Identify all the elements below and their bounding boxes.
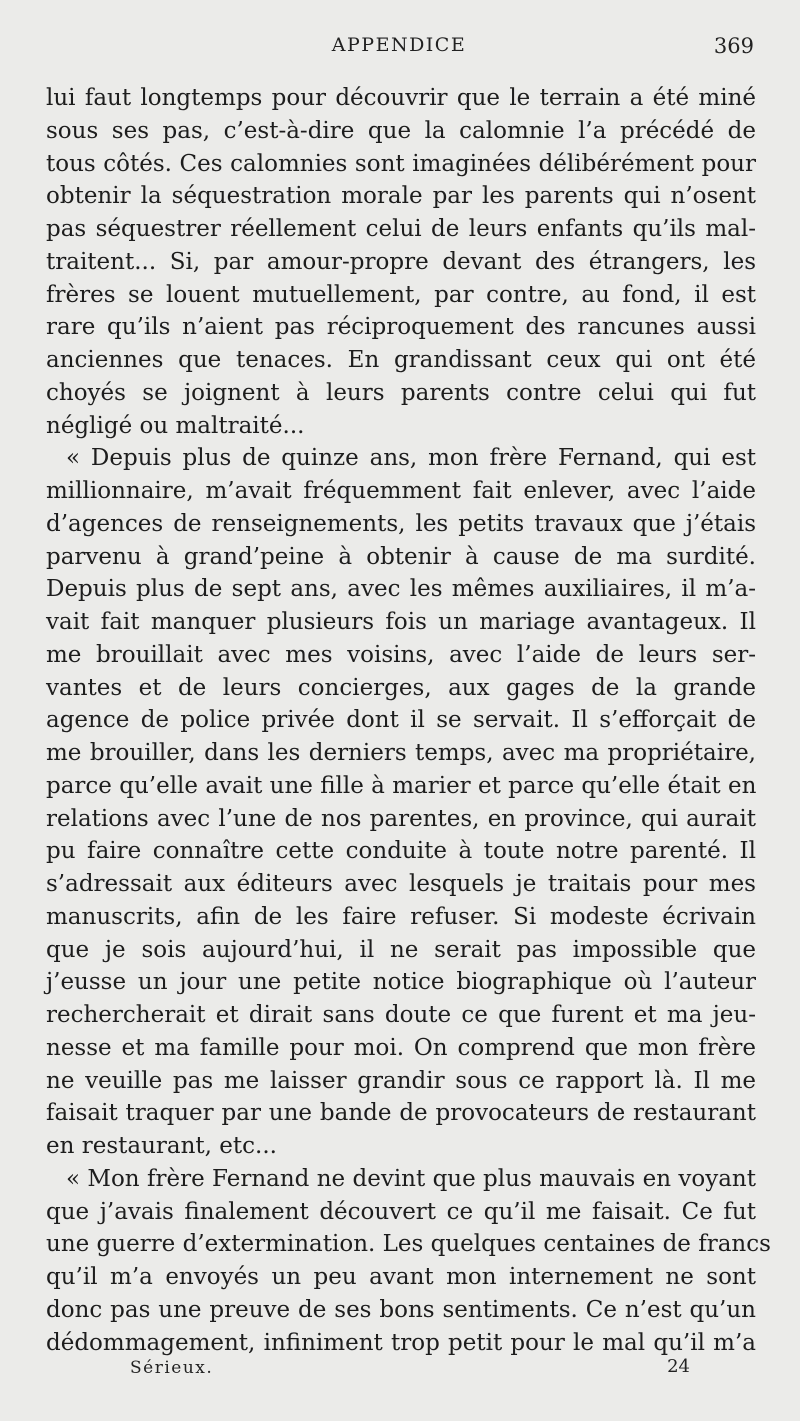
text-line: dédommagement, infiniment trop petit pour le mal qu’il m’a	[46, 1329, 756, 1356]
text-line: nesse et ma famille pour moi. On comprend que mon frère	[46, 1034, 756, 1061]
paragraph-start-line: « Mon frère Fernand ne devint que plus mauvais en voyant	[66, 1165, 756, 1192]
text-line: millionnaire, m’avait fréquemment fait enlever, avec l’aide	[46, 478, 756, 504]
text-line: relations avec l’une de nos parentes, en province, qui aurait	[46, 805, 756, 832]
text-line: pas séquestrer réellement celui de leurs enfants qu’ils mal-	[46, 216, 756, 242]
text-line: que je sois aujourd’hui, il ne serait pas impossible que	[46, 936, 756, 963]
text-line: traitent... Si, par amour-propre devant des étrangers, les	[46, 248, 756, 275]
text-line: pu faire connaître cette conduite à toute notre parenté. Il	[46, 838, 756, 865]
text-line: négligé ou maltraité...	[46, 412, 305, 439]
page-number: 369	[713, 34, 754, 58]
signature-mark: 24	[667, 1356, 690, 1377]
running-head	[44, 34, 754, 64]
text-line: en restaurant, etc...	[46, 1133, 277, 1159]
text-line: rechercherait et dirait sans doute ce que furent et ma jeu-	[46, 1002, 756, 1028]
text-line: tous côtés. Ces calomnies sont imaginées délibérément pour	[46, 150, 756, 177]
paragraph-start-line: « Depuis plus de quinze ans, mon frère Fernand, qui est	[66, 445, 756, 472]
text-line: me brouillait avec mes voisins, avec l’aide de leurs ser-	[46, 641, 756, 668]
text-line: obtenir la séquestration morale par les parents qui n’osent	[46, 183, 756, 210]
text-line: j’eusse un jour une petite notice biographique où l’auteur	[46, 969, 756, 996]
text-line: Depuis plus de sept ans, avec les mêmes auxiliaires, il m’a-	[46, 576, 756, 603]
text-line: d’agences de renseignements, les petits travaux que j’étais	[46, 510, 756, 537]
text-line: rare qu’ils n’aient pas réciproquement des rancunes aussi	[46, 314, 756, 341]
text-line: anciennes que tenaces. En grandissant ceux qui ont été	[46, 347, 756, 373]
text-line: manuscrits, afin de les faire refuser. Si modeste écrivain	[46, 903, 756, 930]
text-line: lui faut longtemps pour découvrir que le terrain a été miné	[46, 85, 756, 111]
text-line: choyés se joignent à leurs parents contre celui qui fut	[46, 379, 756, 406]
text-line: sous ses pas, c’est-à-dire que la calomnie l’a précédé de	[46, 117, 756, 144]
text-line: me brouiller, dans les derniers temps, avec ma propriétaire,	[46, 740, 756, 766]
page-footer	[130, 1358, 690, 1388]
text-line: qu’il m’a envoyés un peu avant mon internement ne sont	[46, 1264, 756, 1290]
text-line: s’adressait aux éditeurs avec lesquels je traitais pour mes	[46, 871, 756, 897]
text-line: une guerre d’extermination. Les quelques centaines de francs	[46, 1231, 771, 1258]
signature-line: Sérieux.	[130, 1358, 214, 1378]
text-line: faisait traquer par une bande de provocateurs de restaurant	[46, 1100, 756, 1127]
running-title: APPENDICE	[331, 34, 467, 56]
text-line: que j’avais finalement découvert ce qu’il me faisait. Ce fut	[46, 1198, 756, 1225]
text-line: parvenu à grand’peine à obtenir à cause de ma surdité.	[46, 543, 756, 570]
text-line: ne veuille pas me laisser grandir sous ce rapport là. Il me	[46, 1067, 756, 1094]
text-line: agence de police privée dont il se servait. Il s’efforçait de	[46, 707, 756, 734]
text-line: parce qu’elle avait une fille à marier et parce qu’elle était en	[46, 772, 757, 799]
text-line: donc pas une preuve de ses bons sentiments. Ce n’est qu’un	[46, 1296, 756, 1323]
text-line: vantes et de leurs concierges, aux gages de la grande	[46, 674, 756, 701]
text-line: frères se louent mutuellement, par contre, au fond, il est	[46, 281, 756, 308]
body-text	[46, 82, 771, 1359]
text-line: vait fait manquer plusieurs fois un mariage avantageux. Il	[46, 609, 756, 635]
